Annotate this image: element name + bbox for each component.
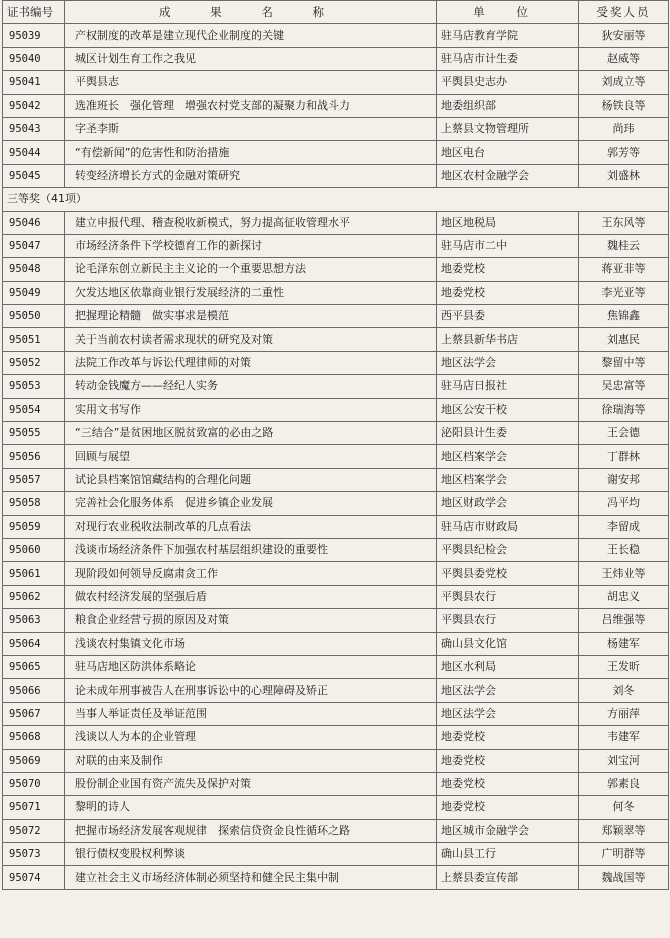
awardee-names: 狄安丽等 bbox=[579, 24, 669, 47]
certificate-number: 95064 bbox=[3, 632, 65, 655]
unit-name: 平舆县史志办 bbox=[437, 71, 579, 94]
achievement-title: 当事人举证责任及举证范围 bbox=[65, 702, 437, 725]
table-row bbox=[3, 492, 669, 515]
unit-name: 上蔡县新华书店 bbox=[437, 328, 579, 351]
unit-name: 地区法学会 bbox=[437, 351, 579, 374]
certificate-number: 95055 bbox=[3, 422, 65, 445]
unit-name: 地区档案学会 bbox=[437, 468, 579, 491]
achievement-title: 产权制度的改革是建立现代企业制度的关键 bbox=[65, 24, 437, 47]
awardee-names: 刘惠民 bbox=[579, 328, 669, 351]
certificate-number: 95067 bbox=[3, 702, 65, 725]
awardee-names: 李留成 bbox=[579, 515, 669, 538]
unit-name: 地委党校 bbox=[437, 796, 579, 819]
unit-name: 地区地税局 bbox=[437, 211, 579, 234]
table-row bbox=[3, 398, 669, 421]
table-row bbox=[3, 585, 669, 608]
achievement-title: 城区计划生育工作之我见 bbox=[65, 47, 437, 70]
achievement-title: 现阶段如何领导反腐肃贪工作 bbox=[65, 562, 437, 585]
table-row bbox=[3, 328, 669, 351]
achievement-title: 平舆县志 bbox=[65, 71, 437, 94]
unit-name: 地区公安干校 bbox=[437, 398, 579, 421]
table-row bbox=[3, 164, 669, 187]
awardee-names: 徐瑞海等 bbox=[579, 398, 669, 421]
unit-name: 确山县工行 bbox=[437, 843, 579, 866]
awardee-names: 魏桂云 bbox=[579, 234, 669, 257]
achievement-title: 转变经济增长方式的金融对策研究 bbox=[65, 164, 437, 187]
table-row bbox=[3, 211, 669, 234]
awardee-names: 郭素良 bbox=[579, 772, 669, 795]
certificate-number: 95060 bbox=[3, 538, 65, 561]
achievement-title: 欠发达地区依靠商业银行发展经济的二重性 bbox=[65, 281, 437, 304]
awardee-names: 郑颖翠等 bbox=[579, 819, 669, 842]
awardee-names: 黎留中等 bbox=[579, 351, 669, 374]
achievement-title: 建立社会主义市场经济体制必须坚持和健全民主集中制 bbox=[65, 866, 437, 889]
certificate-number: 95053 bbox=[3, 375, 65, 398]
achievement-title: 浅谈市场经济条件下加强农村基层组织建设的重要性 bbox=[65, 538, 437, 561]
awardee-names: 郭芳等 bbox=[579, 141, 669, 164]
unit-name: 地区农村金融学会 bbox=[437, 164, 579, 187]
table-row bbox=[3, 819, 669, 842]
unit-name: 地委党校 bbox=[437, 726, 579, 749]
unit-name: 平舆县农行 bbox=[437, 585, 579, 608]
achievement-title: 浅谈农村集镇文化市场 bbox=[65, 632, 437, 655]
table-row bbox=[3, 609, 669, 632]
unit-name: 驻马店市计生委 bbox=[437, 47, 579, 70]
table-row bbox=[3, 679, 669, 702]
certificate-number: 95046 bbox=[3, 211, 65, 234]
unit-name: 上蔡县文物管理所 bbox=[437, 117, 579, 140]
certificate-number: 95073 bbox=[3, 843, 65, 866]
achievement-title: 字圣李斯 bbox=[65, 117, 437, 140]
certificate-number: 95062 bbox=[3, 585, 65, 608]
awardee-names: 胡忠义 bbox=[579, 585, 669, 608]
table-row bbox=[3, 47, 669, 70]
certificate-number: 95066 bbox=[3, 679, 65, 702]
achievement-title: “三结合”是贫困地区脱贫致富的必由之路 bbox=[65, 422, 437, 445]
certificate-number: 95041 bbox=[3, 71, 65, 94]
achievement-title: 试论县档案馆馆藏结构的合理化问题 bbox=[65, 468, 437, 491]
awardee-names: 李光亚等 bbox=[579, 281, 669, 304]
section-row bbox=[3, 188, 669, 211]
awardee-names: 魏战国等 bbox=[579, 866, 669, 889]
achievement-title: 做农村经济发展的坚强后盾 bbox=[65, 585, 437, 608]
certificate-number: 95063 bbox=[3, 609, 65, 632]
table-row bbox=[3, 772, 669, 795]
table-row bbox=[3, 24, 669, 47]
certificate-number: 95048 bbox=[3, 258, 65, 281]
awardee-names: 刘宝河 bbox=[579, 749, 669, 772]
table-row bbox=[3, 749, 669, 772]
certificate-number: 95044 bbox=[3, 141, 65, 164]
table-row bbox=[3, 234, 669, 257]
awardee-names: 刘盛林 bbox=[579, 164, 669, 187]
awardee-names: 蒋亚非等 bbox=[579, 258, 669, 281]
awardee-names: 吕维强等 bbox=[579, 609, 669, 632]
awardee-names: 冯平均 bbox=[579, 492, 669, 515]
table-row bbox=[3, 117, 669, 140]
achievement-title: 转动金钱魔方——经纪人实务 bbox=[65, 375, 437, 398]
awardee-names: 韦建军 bbox=[579, 726, 669, 749]
awardee-names: 吴忠富等 bbox=[579, 375, 669, 398]
table-row bbox=[3, 538, 669, 561]
table-row bbox=[3, 94, 669, 117]
certificate-number: 95052 bbox=[3, 351, 65, 374]
certificate-number: 95074 bbox=[3, 866, 65, 889]
header-certificate-number: 证书编号 bbox=[3, 1, 65, 24]
table-row bbox=[3, 445, 669, 468]
table-row bbox=[3, 305, 669, 328]
unit-name: 泌阳县计生委 bbox=[437, 422, 579, 445]
unit-name: 地区电台 bbox=[437, 141, 579, 164]
table-row bbox=[3, 281, 669, 304]
awardee-names: 赵威等 bbox=[579, 47, 669, 70]
achievement-title: 关于当前农村读者需求现状的研究及对策 bbox=[65, 328, 437, 351]
awardee-names: 焦锦鑫 bbox=[579, 305, 669, 328]
achievement-title: 回顾与展望 bbox=[65, 445, 437, 468]
achievement-title: 选准班长 强化管理 增强农村党支部的凝聚力和战斗力 bbox=[65, 94, 437, 117]
table-row bbox=[3, 422, 669, 445]
certificate-number: 95049 bbox=[3, 281, 65, 304]
unit-name: 平舆县委党校 bbox=[437, 562, 579, 585]
awardee-names: 王发昕 bbox=[579, 655, 669, 678]
unit-name: 西平县委 bbox=[437, 305, 579, 328]
unit-name: 上蔡县委宣传部 bbox=[437, 866, 579, 889]
unit-name: 驻马店市二中 bbox=[437, 234, 579, 257]
awardee-names: 杨铁良等 bbox=[579, 94, 669, 117]
unit-name: 驻马店教育学院 bbox=[437, 24, 579, 47]
certificate-number: 95061 bbox=[3, 562, 65, 585]
table-row bbox=[3, 258, 669, 281]
unit-name: 地区法学会 bbox=[437, 679, 579, 702]
certificate-number: 95043 bbox=[3, 117, 65, 140]
achievement-title: 实用文书写作 bbox=[65, 398, 437, 421]
achievement-title: 论毛泽东创立新民主主义论的一个重要思想方法 bbox=[65, 258, 437, 281]
awardee-names: 刘成立等 bbox=[579, 71, 669, 94]
awardee-names: 王长稳 bbox=[579, 538, 669, 561]
certificate-number: 95050 bbox=[3, 305, 65, 328]
achievement-title: 对联的由来及制作 bbox=[65, 749, 437, 772]
certificate-number: 95056 bbox=[3, 445, 65, 468]
certificate-number: 95068 bbox=[3, 726, 65, 749]
achievement-title: 论未成年刑事被告人在刑事诉讼中的心理障碍及矫正 bbox=[65, 679, 437, 702]
awardee-names: 丁群林 bbox=[579, 445, 669, 468]
unit-name: 地委党校 bbox=[437, 281, 579, 304]
table-row bbox=[3, 351, 669, 374]
achievement-title: 建立申报代理、稽查税收新模式，努力提高征收管理水平 bbox=[65, 211, 437, 234]
certificate-number: 95059 bbox=[3, 515, 65, 538]
unit-name: 地委组织部 bbox=[437, 94, 579, 117]
table-row bbox=[3, 632, 669, 655]
unit-name: 平舆县农行 bbox=[437, 609, 579, 632]
achievement-title: 银行债权变股权利弊谈 bbox=[65, 843, 437, 866]
certificate-number: 95040 bbox=[3, 47, 65, 70]
certificate-number: 95071 bbox=[3, 796, 65, 819]
table-row bbox=[3, 141, 669, 164]
achievement-title: 粮食企业经营亏损的原因及对策 bbox=[65, 609, 437, 632]
unit-name: 地委党校 bbox=[437, 258, 579, 281]
unit-name: 地区档案学会 bbox=[437, 445, 579, 468]
awardee-names: 何冬 bbox=[579, 796, 669, 819]
achievement-title: 把握市场经济发展客观规律 探索信贷资金良性循环之路 bbox=[65, 819, 437, 842]
table-row bbox=[3, 71, 669, 94]
table-row bbox=[3, 562, 669, 585]
table-row bbox=[3, 796, 669, 819]
unit-name: 驻马店市财政局 bbox=[437, 515, 579, 538]
table-row bbox=[3, 375, 669, 398]
table-row bbox=[3, 655, 669, 678]
achievement-title: 把握理论精髓 做实事求是模范 bbox=[65, 305, 437, 328]
unit-name: 地委党校 bbox=[437, 749, 579, 772]
unit-name: 地区水利局 bbox=[437, 655, 579, 678]
awardee-names: 刘冬 bbox=[579, 679, 669, 702]
achievement-title: 浅谈以人为本的企业管理 bbox=[65, 726, 437, 749]
unit-name: 驻马店日报社 bbox=[437, 375, 579, 398]
achievement-title: 市场经济条件下学校德育工作的新探讨 bbox=[65, 234, 437, 257]
table-row bbox=[3, 702, 669, 725]
table-row bbox=[3, 843, 669, 866]
header-unit: 单 位 bbox=[437, 1, 579, 24]
awards-table bbox=[2, 0, 669, 890]
unit-name: 地区财政学会 bbox=[437, 492, 579, 515]
awardee-names: 方丽萍 bbox=[579, 702, 669, 725]
header-awardees: 受奖人员 bbox=[579, 1, 669, 24]
awardee-names: 杨建军 bbox=[579, 632, 669, 655]
certificate-number: 95047 bbox=[3, 234, 65, 257]
achievement-title: “有偿新闻”的危害性和防治措施 bbox=[65, 141, 437, 164]
awardee-names: 谢安邦 bbox=[579, 468, 669, 491]
unit-name: 地委党校 bbox=[437, 772, 579, 795]
section-title-third-prize: 三等奖（41项） bbox=[3, 188, 669, 211]
achievement-title: 对现行农业税收法制改革的几点看法 bbox=[65, 515, 437, 538]
unit-name: 平舆县纪检会 bbox=[437, 538, 579, 561]
certificate-number: 95039 bbox=[3, 24, 65, 47]
unit-name: 地区城市金融学会 bbox=[437, 819, 579, 842]
awardee-names: 王会德 bbox=[579, 422, 669, 445]
unit-name: 确山县文化馆 bbox=[437, 632, 579, 655]
certificate-number: 95069 bbox=[3, 749, 65, 772]
table-row bbox=[3, 866, 669, 889]
certificate-number: 95057 bbox=[3, 468, 65, 491]
certificate-number: 95045 bbox=[3, 164, 65, 187]
achievement-title: 股份制企业国有资产流失及保护对策 bbox=[65, 772, 437, 795]
unit-name: 地区法学会 bbox=[437, 702, 579, 725]
certificate-number: 95065 bbox=[3, 655, 65, 678]
table-row bbox=[3, 515, 669, 538]
certificate-number: 95051 bbox=[3, 328, 65, 351]
certificate-number: 95070 bbox=[3, 772, 65, 795]
awardee-names: 王东风等 bbox=[579, 211, 669, 234]
certificate-number: 95042 bbox=[3, 94, 65, 117]
awardee-names: 王炜业等 bbox=[579, 562, 669, 585]
awardee-names: 尚玮 bbox=[579, 117, 669, 140]
achievement-title: 法院工作改革与诉讼代理律师的对策 bbox=[65, 351, 437, 374]
table-row bbox=[3, 468, 669, 491]
certificate-number: 95054 bbox=[3, 398, 65, 421]
achievement-title: 驻马店地区防洪体系略论 bbox=[65, 655, 437, 678]
awardee-names: 广明群等 bbox=[579, 843, 669, 866]
table-header-row bbox=[3, 1, 669, 24]
certificate-number: 95058 bbox=[3, 492, 65, 515]
table-row bbox=[3, 726, 669, 749]
achievement-title: 黎明的诗人 bbox=[65, 796, 437, 819]
header-achievement-title: 成 果 名 称 bbox=[65, 1, 437, 24]
certificate-number: 95072 bbox=[3, 819, 65, 842]
achievement-title: 完善社会化服务体系 促进乡镇企业发展 bbox=[65, 492, 437, 515]
